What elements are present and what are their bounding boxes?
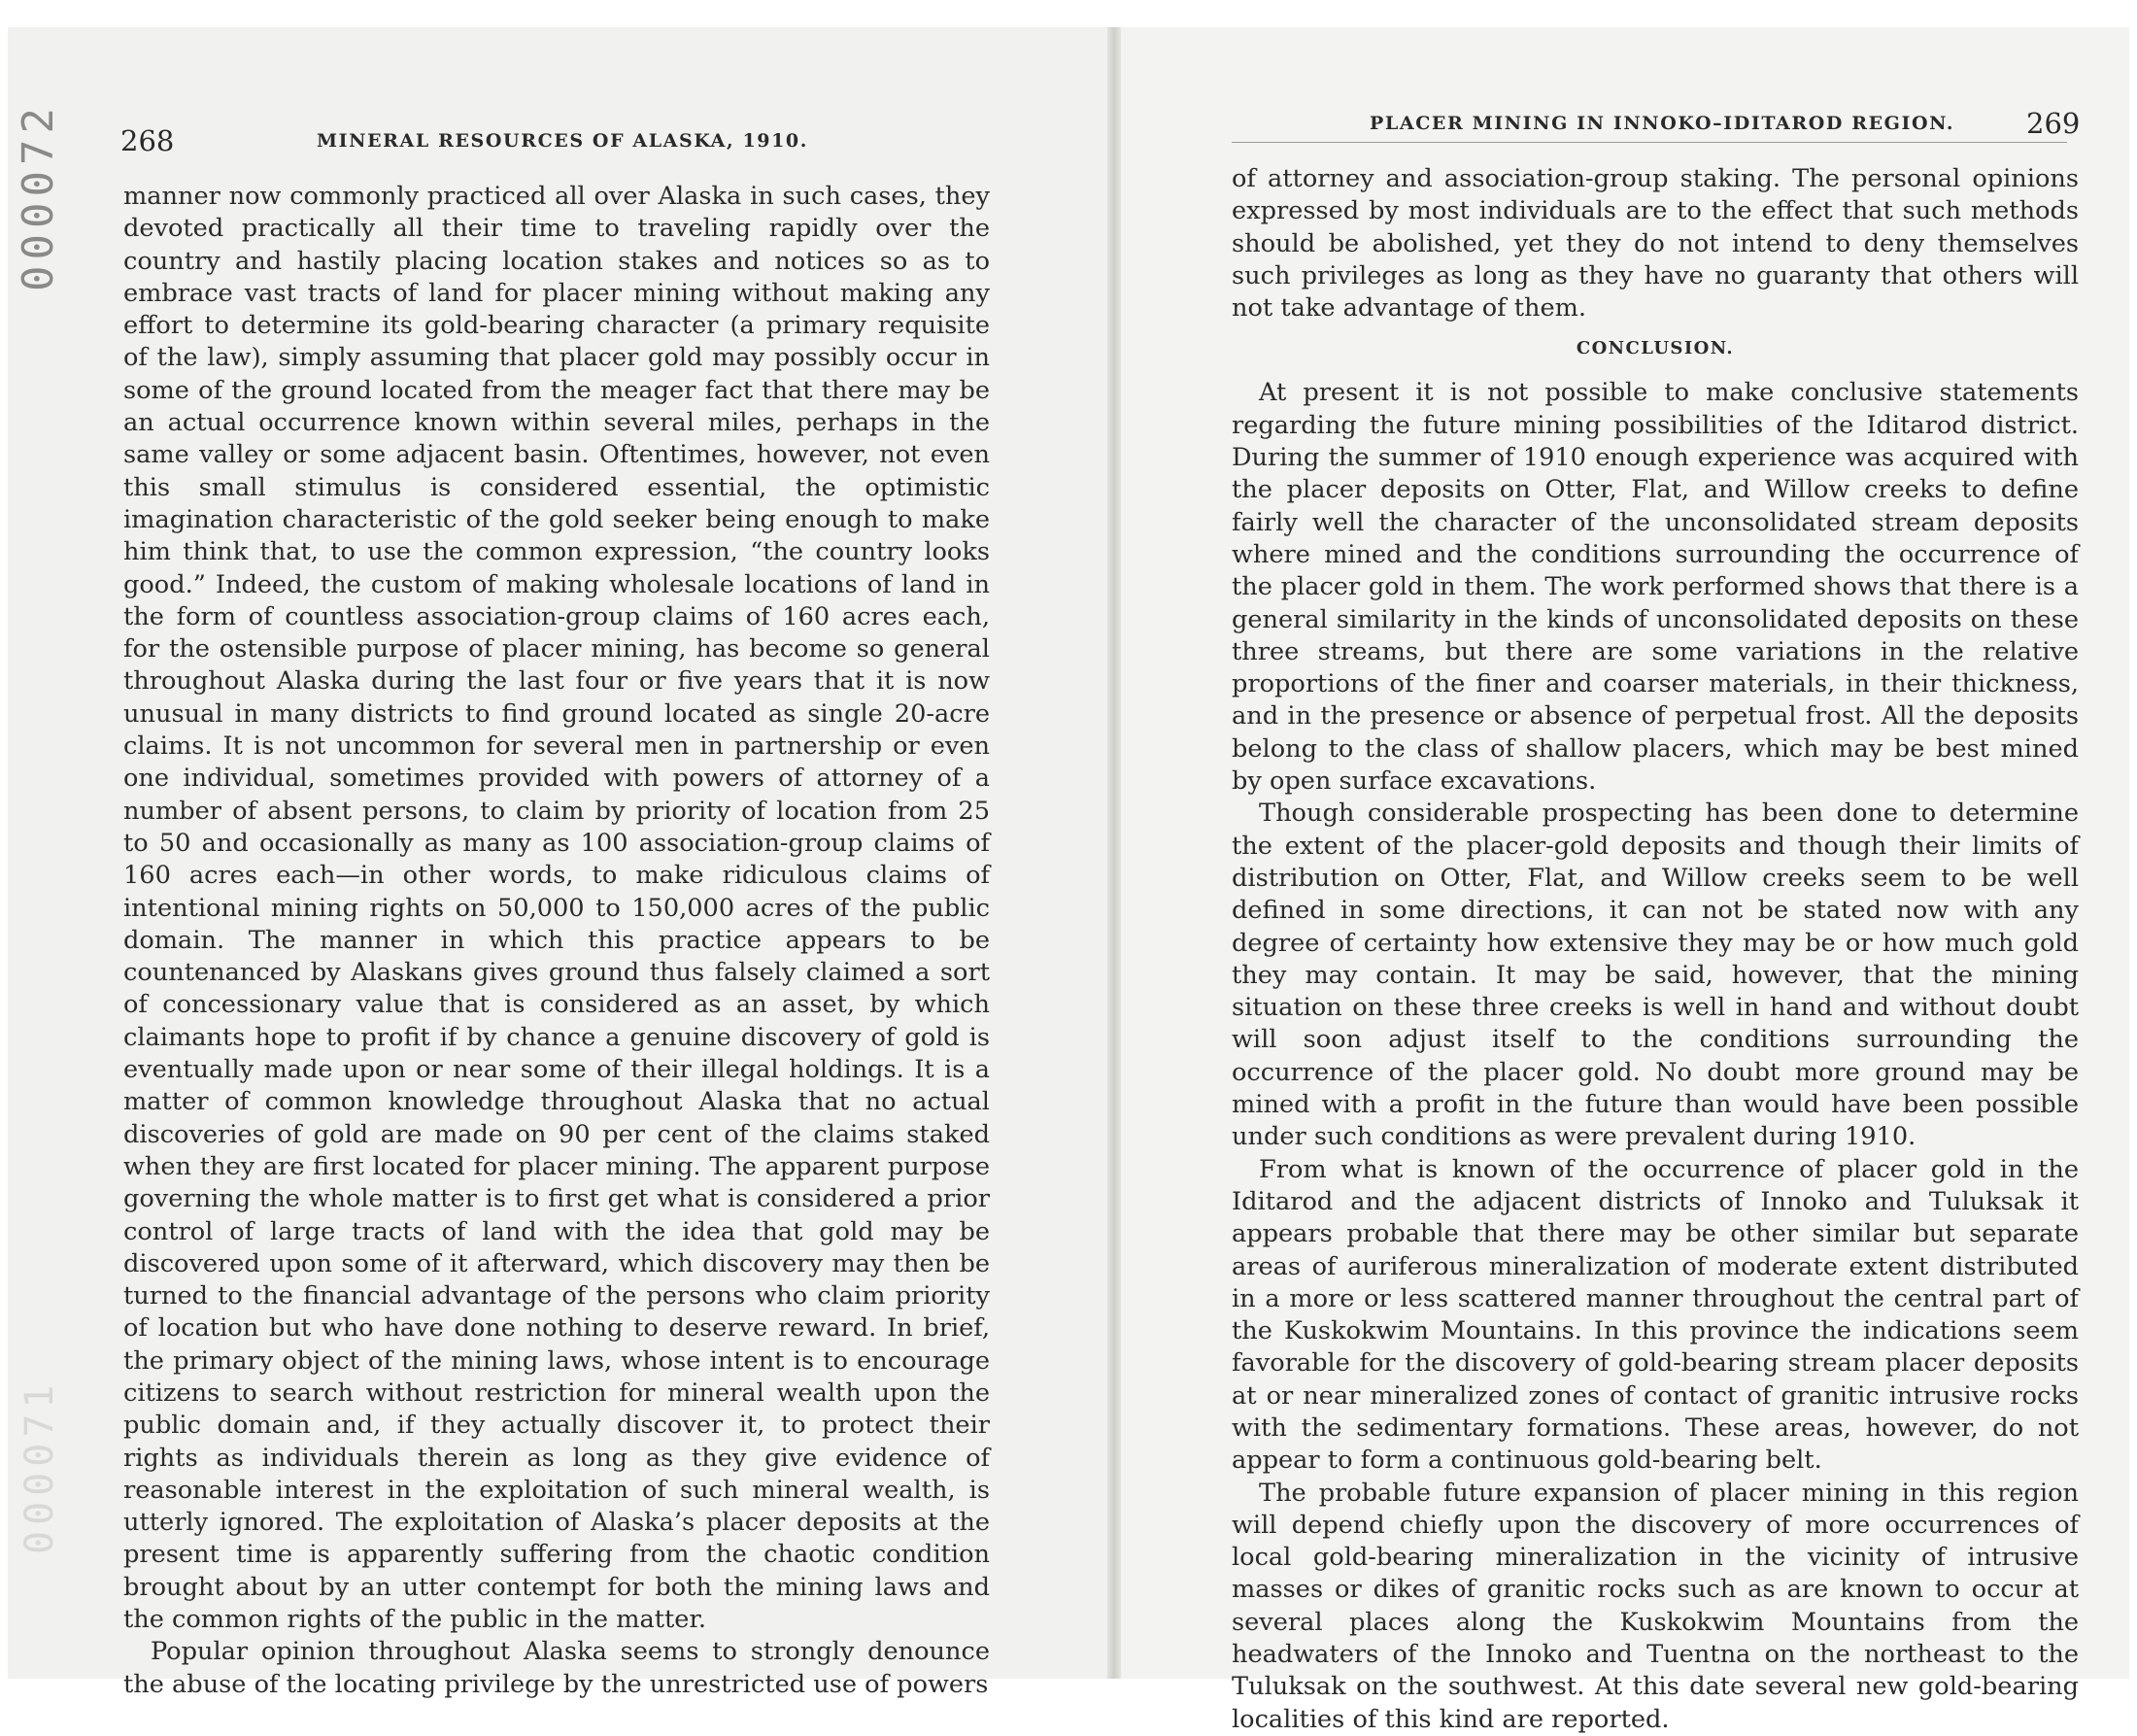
archive-serial-number: 000072 — [14, 102, 63, 291]
left-paragraph-1: manner now commonly practiced all over Alaska in such cases, they devoted practically all their time to traveling rapidly over the country and hastily placing location stakes and notices so as to embrace vast tracts of land for placer mining without making any effort to determine its gold-bearing character (a primary requisite of the law), simply assuming that placer gold may possibly occur in some of the ground located from the meager fact that there may be an actual occurrence known within several miles, perhaps in the same valley or some adjacent basin. Oftentimes, however, not even this small stimulus is considered essential, the optimistic imagination characteristic of the gold seeker being enough to make him think that, to use the common expression, “the country looks good.” Indeed, the custom of making wholesale locations of land in the form of countless association-group claims of 160 acres each, for the ostensible purpose of placer mining, has become so general throughout Alaska during the last four or five years that it is now unusual in many districts to find ground located as single 20-acre claims. It is not uncommon for several men in partnership or even one individual, sometimes provided with powers of attorney of a number of absent persons, to claim by priority of location from 25 to 50 and occasionally as many as 100 association-group claims of 160 acres each—in other words, to make ridiculous claims of intentional mining rights on 50,000 to 150,000 acres of the public domain. The manner in which this practice appears to be countenanced by Alaskans gives ground thus falsely claimed a sort of concessionary value that is considered as an asset, by which claimants hope to profit if by chance a genuine discovery of gold is eventually made upon or near some of their illegal holdings. It is a matter of common knowledge throughout Alaska that no actual discoveries of gold are made on 90 per cent of the claims staked when they are first located for placer mining. The apparent purpose governing the whole matter is to first get what is considered a prior control of large tracts of land with the idea that gold may be discovered upon some of it afterward, which discovery may then be turned to the financial advantage of the persons who claim priority of location but who have done nothing to deserve reward. In brief, the primary object of the mining laws, whose intent is to encourage citizens to search without restriction for mineral wealth upon the public domain and, if they actually discover it, to protect their rights as individuals therein as long as they give evidence of reasonable interest in the exploitation of such mineral wealth, is utterly ignored. The exploitation of Alaska’s placer deposits at the present time is apparently suffering from the chaotic condition brought about by an utter contempt for both the mining laws and the common rights of the public in the matter. — [123, 182, 990, 1635]
left-running-head: MINERAL RESOURCES OF ALASKA, 1910. — [317, 130, 808, 152]
right-paragraph-2: Though considerable prospecting has been done to determine the extent of the placer-gold deposits and though their limits of distribution on Otter, Flat, and Willow creeks seem to be well defined in some directions, it can not be stated now with any degree of certainty how extensive they may be or how much gold they may contain. It may be said, however, that the mining situation on these three creeks is well in hand and without doubt will soon adjust itself to the conditions surrounding the occurrence of the placer gold. No doubt more ground may be mined with a profit in the future than would have been possible under such conditions as were prevalent during 1910. — [1232, 799, 2079, 1152]
book-gutter — [1107, 27, 1121, 1679]
header-rule — [1232, 142, 2067, 143]
left-page-body — [123, 181, 990, 1701]
right-page-body — [1232, 163, 2079, 1736]
right-page-number: 269 — [2026, 107, 2081, 140]
left-paragraph-2: Popular opinion throughout Alaska seems to strongly denounce the abuse of the locating privilege by the unrestricted use of powers — [123, 1637, 990, 1699]
left-page-number: 268 — [120, 124, 175, 157]
right-paragraph-4: The probable future expansion of placer mining in this region will depend chiefly upon the discovery of more occurrences of local gold-bearing mineralization in the vicinity of intrusive masses or dikes of granitic rocks such as are known to occur at several places along the Kuskokwim Mountains from the headwaters of the Innoko and Tuentna on the northeast to the Tuluksak on the southwest. At this date several new gold-bearing localities of this kind are reported. — [1232, 1478, 2079, 1734]
right-paragraph-3: From what is known of the occurrence of placer gold in the Iditarod and the adjacent districts of Innoko and Tuluksak it appears probable that there may be other similar but separate areas of auriferous mineralization of moderate extent distributed in a more or less scattered manner throughout the central part of the Kuskokwim Mountains. In this province the indications seem favorable for the discovery of gold-bearing stream placer deposits at or near mineralized zones of contact of granitic intrusive rocks with the sedimentary formations. These areas, however, do not appear to form a continuous gold-bearing belt. — [1232, 1154, 2079, 1476]
right-lead-paragraph: of attorney and association-group staking. The personal opinions expressed by most individuals are to the effect that such methods should be abolished, yet they do not intend to deny themselves such privileges as long as they have no guaranty that others will not take advantage of them. — [1232, 164, 2079, 323]
right-running-head: PLACER MINING IN INNOKO–IDITAROD REGION. — [1370, 113, 1955, 134]
section-heading-conclusion: CONCLUSION. — [1576, 338, 1735, 359]
archive-serial-number-bleed: 000071 — [17, 1379, 62, 1554]
right-paragraph-1: At present it is not possible to make conclusive statements regarding the future mining possibilities of the Iditarod district. During the summer of 1910 enough experience was acquired with the placer deposits on Otter, Flat, and Willow creeks to define fairly well the character of the unconsolidated stream deposits where mined and the conditions surrounding the occurrence of the placer gold in them. The work performed shows that there is a general similarity in the kinds of unconsolidated deposits on these three streams, but there are some variations in the relative proportions of the finer and coarser materials, in their thickness, and in the presence or absence of perpetual frost. All the deposits belong to the class of shallow placers, which may be best mined by open surface excavations. — [1232, 378, 2079, 797]
